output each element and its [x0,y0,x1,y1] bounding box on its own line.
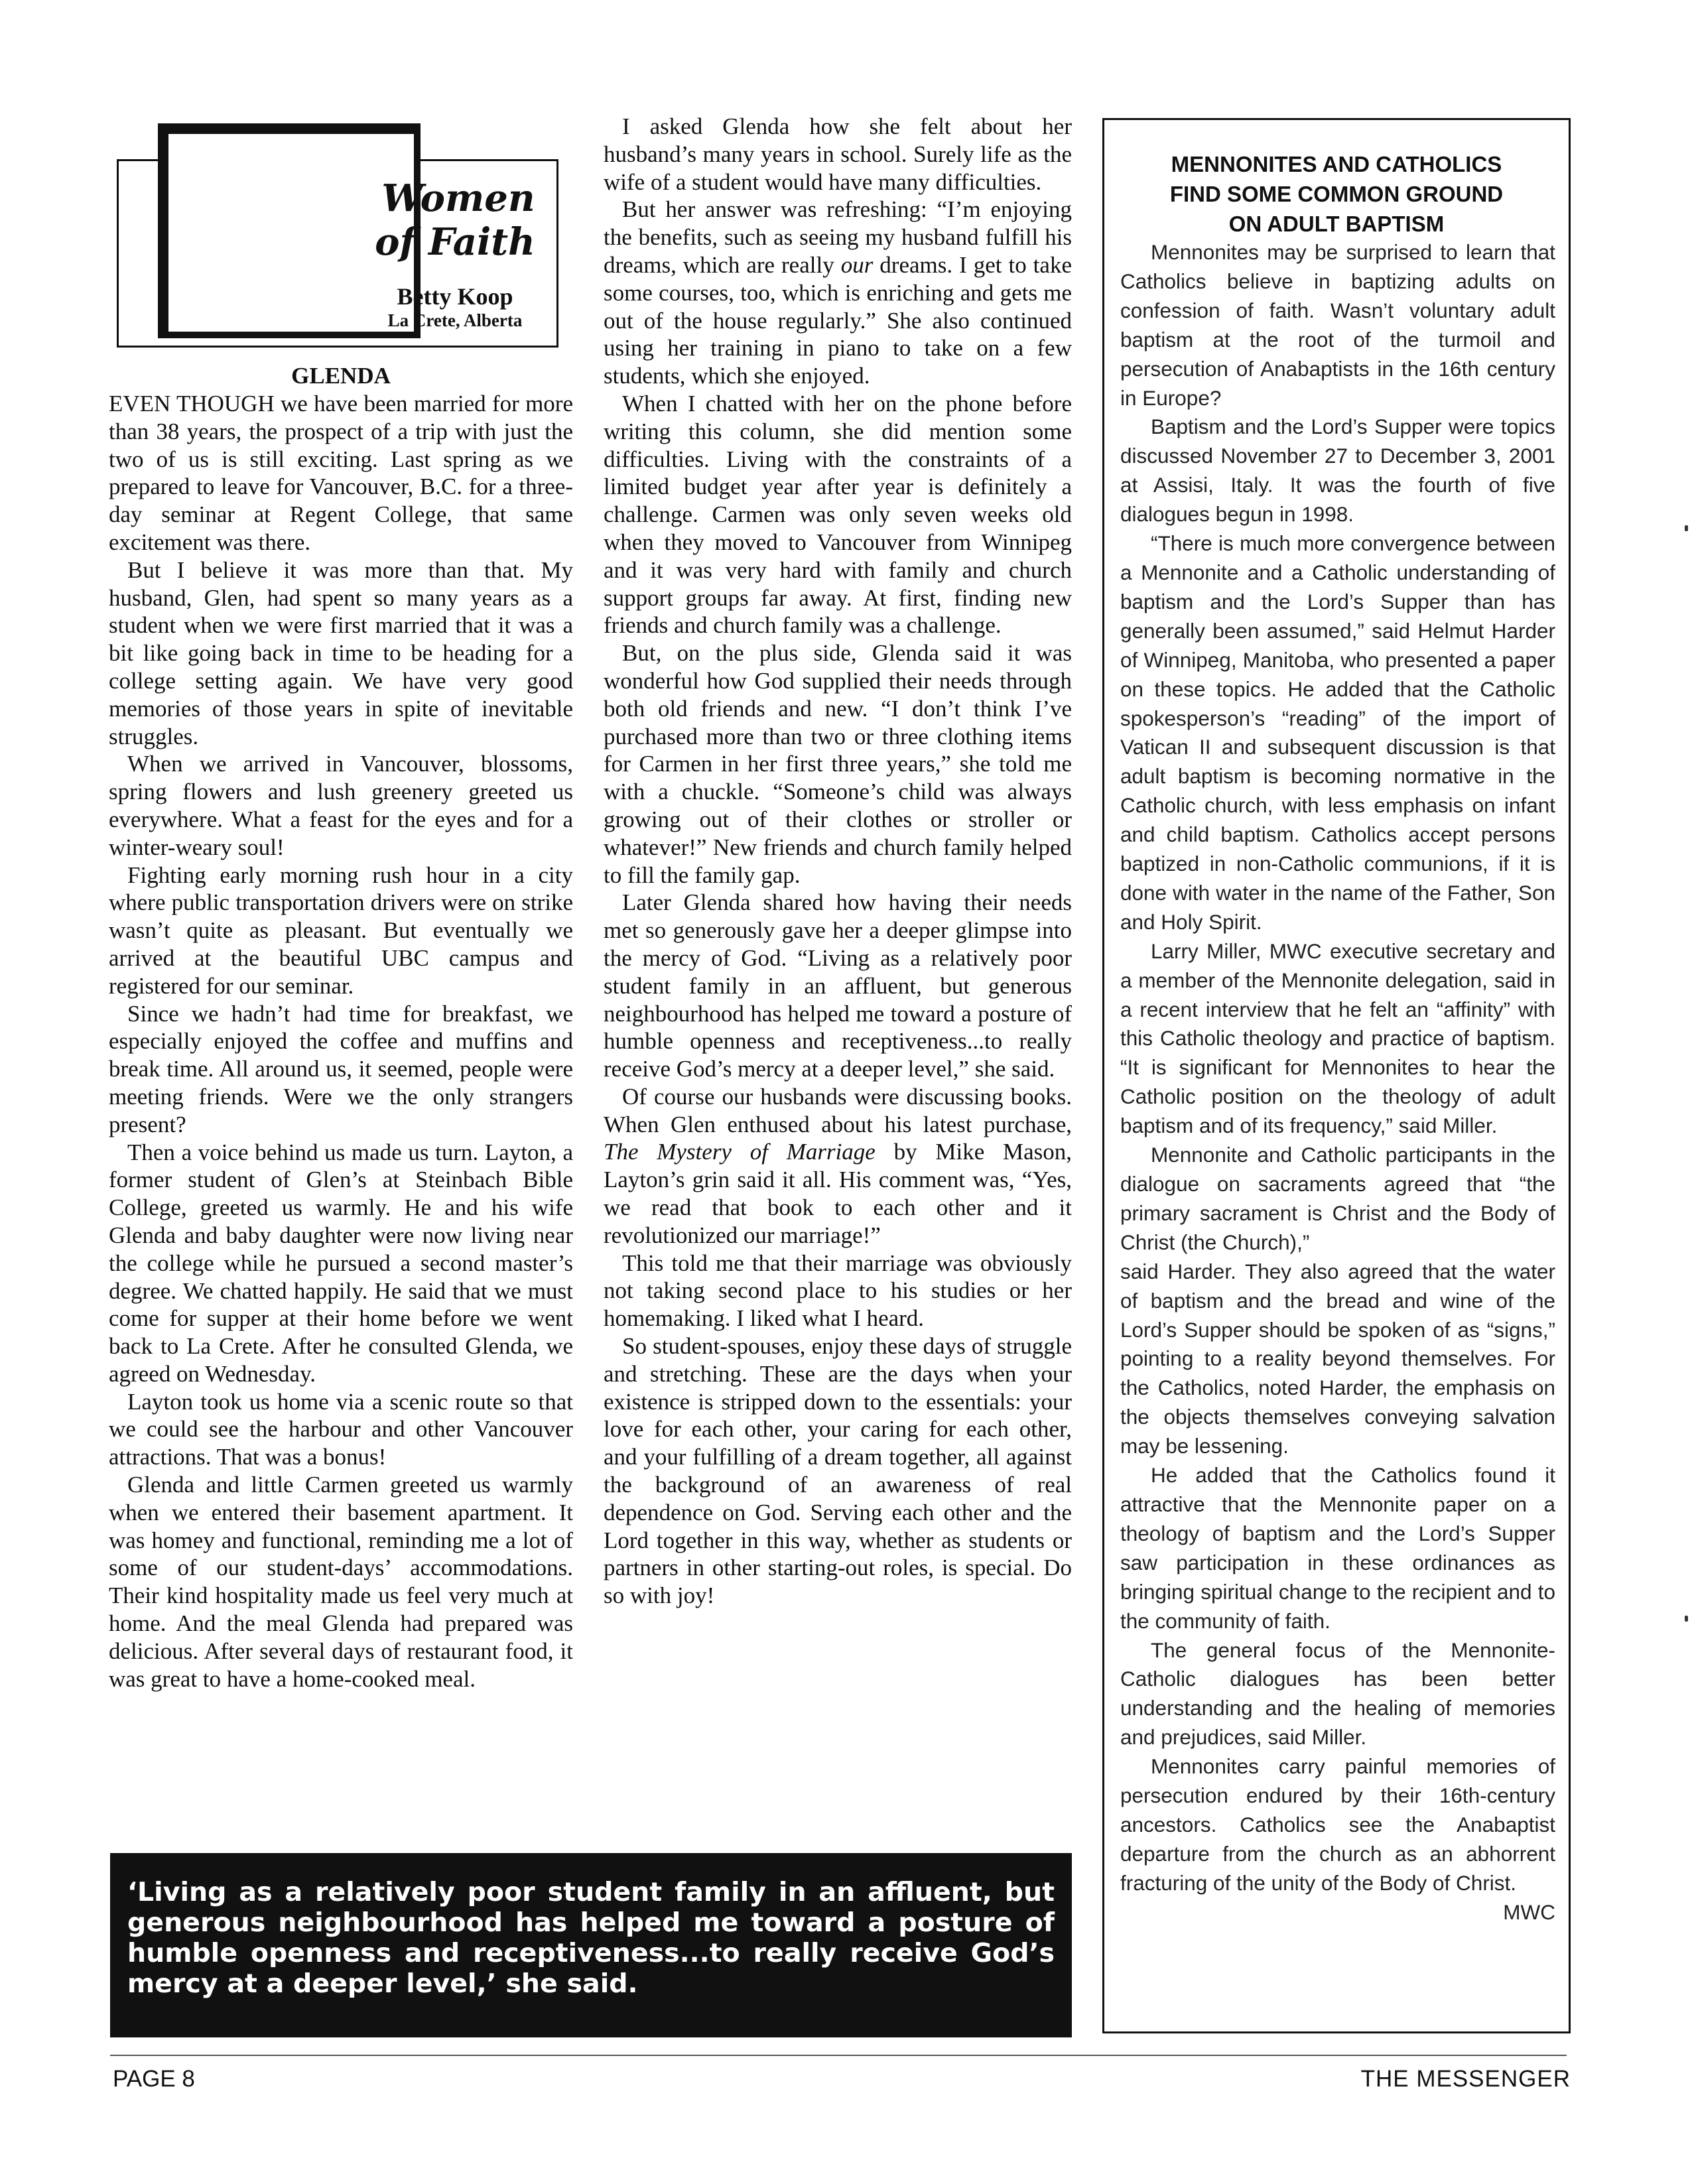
sidebar-paragraph: Baptism and the Lord’s Supper were topics discussed November 27 to December 3, 2001 at Assisi, Italy. It was the fourth of five dialogues begun in 1998. [1120,415,1555,527]
column-title-line2: of Faith [375,220,535,264]
sidebar-paragraph: “There is much more convergence between a Mennonite and a Catholic understanding of baptism and the Lord’s Supper than has generally been assumed,” said Helmut Harder of Winnipeg, Manitoba, who presented a paper on these topics. He added that the Catholic spokesperson’s “reading” of the import of Vatican II and subsequent discussion is that adult baptism is becoming normative in the Catholic church, with less emphasis on infant and child baptism. Catholics accept persons baptized in non-Catholic communions, if it is done with water in the name of the Father, Son and Holy Spirit. [1120,531,1555,934]
article-paragraph: Then a voice behind us made us turn. Layton, a former student of Glen’s at Steinbach Bible College, greeted us warmly. He and his wife Glenda and baby daughter were now living near the college while he pursued a second master’s degree. We chatted happily. He said that we must come for supper at their home before we went back to La Crete. After he consulted Glenda, we agreed on Wednesday. [109,1139,573,1387]
sidebar-paragraph: He added that the Catholics found it attractive that the Mennonite paper on a theology of baptism and the Lord’s Supper saw participation in these ordinances as bringing spiritual change to the recipient and to the community of faith. [1120,1463,1555,1633]
sidebar-paragraph: Mennonites may be surprised to learn that Catholics believe in baptizing adults on confession of faith. Wasn’t voluntary adult baptism at the root of the turmoil and persecution of Anabaptists in the 16th century in Europe? [1120,240,1555,410]
article-paragraph: When we arrived in Vancouver, blossoms, spring flowers and lush greenery greeted us everywhere. What a feast for the eyes and for a winter-weary soul! [109,751,573,860]
article-paragraph: But, on the plus side, Glenda said it was wonderful how God supplied their needs through both old friends and new. “I don’t think I’ve purchased more than two or three clothing items for Carmen in her first three years,” she told me with a chuckle. “Someone’s child was always growing out of their clothes or stroller or whatever!” New friends and church family helped to fill the family gap. [604,640,1072,888]
article-paragraph: Since we hadn’t had time for breakfast, we especially enjoyed the coffee and muffins and break time. All around us, it seemed, people were meeting friends. Were we the only strangers present? [109,1000,573,1137]
scan-speck [1685,525,1688,531]
sidebar-paragraph: Mennonite and Catholic participants in the dialogue on sacraments agreed that “the primary sacrament is Christ and the Body of Christ (the Church),” [1120,1143,1555,1254]
article-column-1 [109,362,573,1693]
column-author: Betty Koop [397,283,513,310]
pull-quote-text: ‘Living as a relatively poor student family in an affluent, but generous neighbourhood has helped me toward a posture of humble openness and receptiveness...to really receive God’s mercy at a deeper level,’ she said. [127,1877,1055,1999]
sidebar-title-line3: ON ADULT BAPTISM [1228,212,1445,236]
sidebar-title-line1: MENNONITES AND CATHOLICS [1171,152,1502,176]
sidebar-body [1120,238,1555,1927]
sidebar-title-line2: FIND SOME COMMON GROUND [1169,182,1504,206]
column-title-line1: Women [381,176,535,220]
sidebar-paragraph: The general focus of the Mennonite-Catholic dialogues has been better understanding and the healing of memories and prejudices, said Miller. [1120,1638,1555,1750]
scan-speck [1685,1616,1688,1622]
footer-rule [110,2055,1567,2056]
sidebar-credit: MWC [1503,1899,1555,1924]
article-paragraph: So student-spouses, enjoy these days of struggle and stretching. These are the days when your existence is stripped down to the essentials: your love for each other, your caring for each other, and your fulfilling of a dream together, all against the background of an awareness of real dependence on God. Serving each other and the Lord together in this way, whether as students or partners in other starting-out roles, is special. Do so with joy! [604,1333,1072,1609]
article-paragraph: Of course our husbands were discussing books. When Glen enthused about his latest purchase, The Mystery of Marriage by Mike Mason, Layton’s grin said it all. His comment was, “Yes, we read that book to each other and it revolutionized our marriage!” [604,1083,1072,1248]
article-column-2 [604,113,1072,1610]
article-heading: GLENDA [291,363,391,389]
article-paragraph: But I believe it was more than that. My husband, Glen, had spent so many years as a student when we were first married that it was a bit like going back in time to be heading for a college setting again. We have very good memories of those years in spite of inevitable struggles. [109,556,573,749]
sidebar-paragraph: Mennonites carry painful memories of persecution endured by their 16th-century ancestors. Catholics see the Anabaptist departure from the church as an abhorrent fracturing of the unity of the Body of Christ. [1120,1754,1555,1895]
article-paragraph: Later Glenda shared how having their needs met so generously gave her a deeper glimpse into the mercy of God. “Living as a relatively poor student family in an affluent, but generous neighbourhood has helped me toward a posture of humble openness and receptiveness...to really receive God’s mercy at a deeper level,” she said. [604,889,1072,1082]
article-paragraph: I asked Glenda how she felt about her husband’s many years in school. Surely life as the wife of a student would have many difficulties. [604,113,1072,195]
sidebar-paragraph: said Harder. They also agreed that the water of baptism and the bread and wine of the Lord’s Supper should be spoken of as “signs,” pointing to a reality beyond themselves. For the Catholics, noted Harder, the emphasis on the objects themselves conveying salvation may be lessening. [1120,1259,1555,1458]
sidebar-title [1104,149,1569,239]
page-number: PAGE 8 [113,2066,195,2092]
article-paragraph: When I chatted with her on the phone before writing this column, she did mention some difficulties. Living with the constraints of a limited budget year after year is definitely a challenge. Carmen was only seven weeks old when they moved to Vancouver from Winnipeg and it was very hard with family and church support groups far away. At first, finding new friends and church family was a challenge. [604,390,1072,639]
sidebar-box [1102,118,1571,2033]
sidebar-paragraph: Larry Miller, MWC executive secretary and a member of the Mennonite delegation, said in a recent interview that he felt an “affinity” with this Catholic theology and practice of baptism. “It is significant for Mennonites to hear the Catholic position on the theology of adult baptism and of its frequency,” said Miller. [1120,938,1555,1138]
publication-name: THE MESSENGER [1360,2066,1571,2092]
column-author-location: La Crete, Alberta [387,310,523,330]
article-paragraph: Layton took us home via a scenic route so that we could see the harbour and other Vancouver attractions. That was a bonus! [109,1388,573,1470]
emphasis: our [840,251,874,278]
article-paragraph: Fighting early morning rush hour in a city where public transportation drivers were on strike wasn’t quite as pleasant. But eventually we arrived at the beautiful UBC campus and registered for our seminar. [109,862,573,999]
column-title [356,176,554,264]
column-header [117,123,558,348]
article-paragraph: Glenda and little Carmen greeted us warmly when we entered their basement apartment. It was homey and functional, reminding me a lot of some of our student-days’ accommodations. Their kind hospitality made us feel very much at home. And the meal Glenda had prepared was delicious. After several days of restaurant food, it was great to have a home-cooked meal. [109,1472,573,1692]
pull-quote-box [110,1853,1072,2037]
article-paragraph: EVEN THOUGH we have been married for more than 38 years, the prospect of a trip with just the two of us is still exciting. Last spring as we prepared to leave for Vancouver, B.C. for a three-day seminar at Regent College, that same excitement was there. [109,391,573,555]
book-title: The Mystery of Marriage [604,1139,876,1165]
article-paragraph: This told me that their marriage was obviously not taking second place to his studies or her homemaking. I liked what I heard. [604,1250,1072,1332]
article-paragraph: But her answer was refreshing: “I’m enjoying the benefits, such as seeing my husband fulfill his dreams, which are really our dreams. I get to take some courses, too, which is enriching and gets me out of the house regularly.” She also continued using her training in piano to take on a few students, which she enjoyed. [604,196,1072,389]
